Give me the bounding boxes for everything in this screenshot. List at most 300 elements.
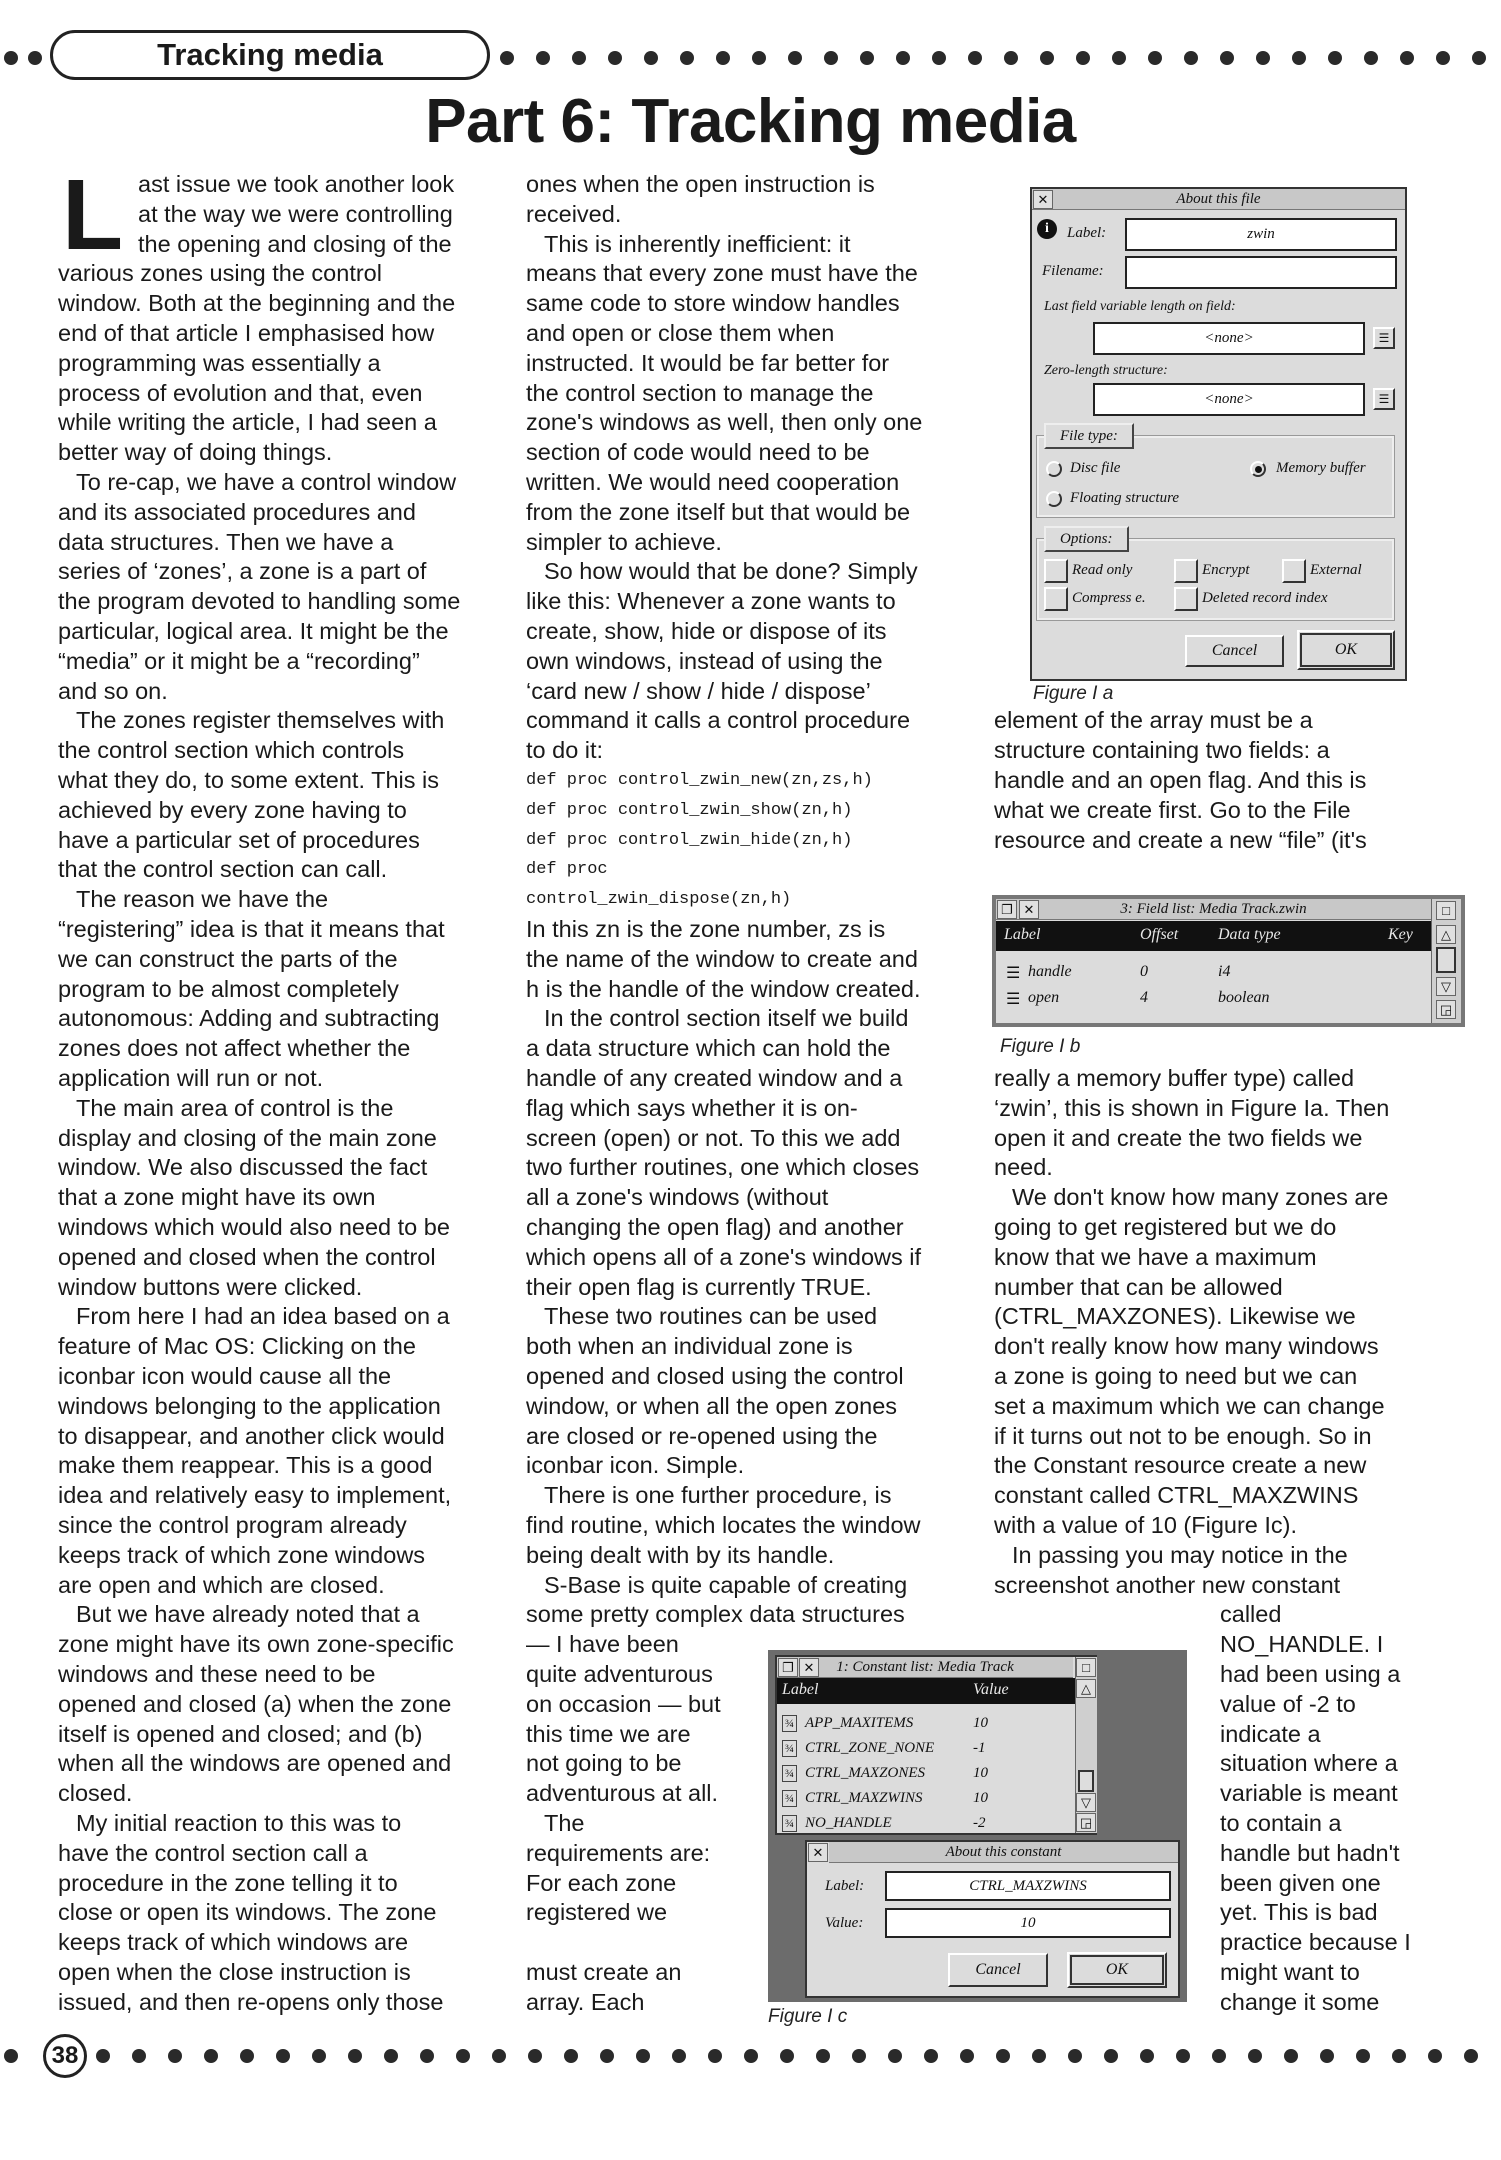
scroll-up-icon[interactable]: △: [1436, 925, 1456, 944]
label-field[interactable]: zwin: [1125, 218, 1397, 251]
decorative-dot: [1068, 2049, 1082, 2063]
radio-label: Memory buffer: [1276, 460, 1366, 476]
text-line: flag which says whether it is on-: [526, 1094, 858, 1121]
text-line: feature of Mac OS: Clicking on the: [58, 1333, 416, 1360]
text-line: since the control program already: [58, 1512, 407, 1538]
toggle-size-icon[interactable]: □: [1076, 1658, 1096, 1677]
scrollbar-thumb[interactable]: [1078, 1770, 1094, 1792]
decorative-dot: [1184, 51, 1198, 65]
column-header[interactable]: Key: [1388, 926, 1413, 943]
decorative-dot: [1364, 51, 1378, 65]
decorative-dot: [1040, 51, 1054, 65]
text-line: window buttons were clicked.: [58, 1273, 363, 1300]
text-line: structure containing two fields: a: [994, 737, 1330, 764]
text-line: indicate a: [1220, 1720, 1321, 1747]
text-line: My initial reaction to this was to: [76, 1810, 402, 1836]
window-title: 1: Constant list: Media Track: [836, 1659, 1014, 1675]
menu-popup-icon[interactable]: ☰: [1373, 327, 1395, 349]
decorative-dot: [1328, 51, 1342, 65]
close-icon[interactable]: ✕: [1033, 190, 1053, 209]
text-line: from the zone itself but that would be: [526, 498, 911, 525]
decorative-dot: [1356, 2049, 1370, 2063]
text-line: In this zn is the zone number, zs is: [526, 916, 886, 942]
checkbox-label: Read only: [1072, 562, 1133, 578]
about-this-constant-dialog: [805, 1840, 1180, 1998]
decorative-dot: [1004, 51, 1018, 65]
cell: handle: [1028, 963, 1072, 980]
decorative-dot: [420, 2049, 434, 2063]
table-row[interactable]: [996, 961, 1431, 987]
text-line: So how would that be done? Simply: [544, 558, 918, 585]
options-tab: Options:: [1044, 526, 1129, 552]
drop-cap: L: [62, 159, 124, 271]
text-line: opened and closed when the control: [58, 1243, 436, 1270]
text-line: We don't know how many zones are: [1012, 1184, 1389, 1211]
text-line: handle and an open flag. And this is: [994, 767, 1367, 793]
decorative-dot: [96, 2049, 110, 2063]
text-line: autonomous: Adding and subtracting: [58, 1005, 440, 1032]
text-line: open when the close instruction is: [58, 1959, 411, 1985]
text-line: this time we are: [526, 1720, 691, 1747]
figure-caption: Figure I b: [1000, 1036, 1081, 1057]
checkbox-encrypt[interactable]: [1174, 559, 1198, 583]
back-icon[interactable]: ❐: [997, 900, 1017, 919]
cell: 10: [973, 1765, 988, 1781]
text-line: a zone is going to need but we can: [994, 1363, 1358, 1389]
decorative-dot: [672, 2049, 686, 2063]
text-line: closed.: [58, 1780, 133, 1807]
decorative-dot: [752, 51, 766, 65]
text-line: have the control section call a: [58, 1839, 368, 1866]
text-line: and so on.: [58, 677, 168, 704]
text-line: window, or when all the open zones: [526, 1392, 898, 1419]
text-line: some pretty complex data structures: [526, 1601, 905, 1628]
value-field[interactable]: 10: [885, 1908, 1171, 1938]
text-line: procedure in the zone telling it to: [58, 1869, 398, 1896]
text-line: “registering” idea is that it means that: [58, 916, 445, 942]
text-line: screenshot another new constant: [994, 1571, 1341, 1598]
code-line: def proc control_zwin_new(zn,zs,h): [526, 771, 873, 790]
code-line: def proc control_zwin_hide(zn,h): [526, 830, 853, 850]
decorative-dot: [968, 51, 982, 65]
decorative-dot: [1248, 2049, 1262, 2063]
text-line: going to get registered but we do: [994, 1214, 1337, 1240]
text-line: make them reappear. This is a good: [58, 1452, 433, 1479]
text-line: number that can be allowed: [994, 1273, 1283, 1300]
text-line: the name of the window to create and: [526, 945, 918, 972]
text-line: the program devoted to handling some: [58, 588, 461, 615]
text-line: zone might have its own zone-specific: [58, 1631, 454, 1658]
text-line: The: [544, 1810, 585, 1836]
text-line: that a zone might have its own: [58, 1184, 376, 1211]
text-line: had been using a: [1220, 1661, 1401, 1687]
text-line: end of that article I emphasised how: [58, 320, 435, 346]
decorative-dot: [680, 51, 694, 65]
decorative-dot: [1220, 51, 1234, 65]
decorative-dot: [932, 51, 946, 65]
cell: 10: [973, 1715, 988, 1731]
decorative-dot: [384, 2049, 398, 2063]
cell: APP_MAXITEMS: [805, 1715, 914, 1731]
label-label: Label:: [825, 1878, 865, 1894]
decorative-dot: [456, 2049, 470, 2063]
text-line: if it turns out not to be enough. So in: [994, 1422, 1372, 1449]
text-line: idea and relatively easy to implement,: [58, 1482, 452, 1509]
text-line: yet. This is bad: [1220, 1899, 1378, 1926]
constant-icon: ¾: [782, 1790, 797, 1807]
checkbox-external[interactable]: [1282, 559, 1306, 583]
code-line: def proc control_zwin_show(zn,h): [526, 800, 853, 820]
cell: i4: [1218, 963, 1231, 980]
text-line: keeps track of which zone windows: [58, 1541, 426, 1568]
radio-memory-buffer[interactable]: [1250, 461, 1266, 477]
checkbox-read-only[interactable]: [1044, 559, 1068, 583]
text-line: two further routines, one which closes: [526, 1154, 920, 1181]
text-line: There is one further procedure, is: [544, 1482, 892, 1509]
text-line: resource and create a new “file” (it's: [994, 826, 1367, 853]
column-header[interactable]: Label: [1004, 926, 1041, 943]
text-line: the Constant resource create a new: [994, 1452, 1367, 1479]
text-line: adventurous at all.: [526, 1780, 719, 1807]
text-line: To re-cap, we have a control window: [76, 469, 457, 495]
cell: CTRL_MAXZONES: [805, 1765, 926, 1781]
text-line: ast issue we took another look: [138, 171, 455, 197]
text-line: array. Each: [526, 1988, 645, 2015]
column-header[interactable]: Data type: [1218, 926, 1281, 943]
text-line: display and closing of the main zone: [58, 1124, 437, 1151]
table-row[interactable]: [777, 1788, 1075, 1813]
decorative-dot: [28, 51, 42, 65]
text-line: The zones register themselves with: [76, 707, 445, 734]
text-line: have a particular set of procedures: [58, 826, 420, 853]
cell: open: [1028, 989, 1060, 1006]
last-field-input[interactable]: <none>: [1093, 322, 1365, 355]
text-line: means that every zone must have the: [526, 260, 918, 287]
text-line: must create an: [526, 1959, 682, 1985]
text-line: we can construct the parts of the: [58, 945, 398, 972]
table-row[interactable]: [777, 1713, 1075, 1738]
scrollbar[interactable]: [1075, 1657, 1097, 1833]
text-line: The reason we have the: [76, 886, 329, 913]
checkbox-compress[interactable]: [1044, 587, 1068, 611]
title-bar[interactable]: [1032, 189, 1405, 210]
cell: 10: [973, 1790, 988, 1806]
title-bar[interactable]: [829, 1842, 1178, 1863]
text-line: “media” or it might be a “recording”: [58, 647, 420, 674]
text-line: handle of any created window and a: [526, 1065, 903, 1091]
decorative-dot: [644, 51, 658, 65]
page-title: Part 6: Tracking media: [425, 87, 1076, 156]
figure-caption: Figure I c: [768, 2006, 848, 2027]
ok-button[interactable]: OK: [1297, 630, 1395, 670]
decorative-dot: [492, 2049, 506, 2063]
title-bar[interactable]: [996, 899, 1431, 920]
radio-label: Disc file: [1070, 460, 1121, 476]
info-icon: i: [1037, 219, 1057, 239]
text-line: and its associated procedures and: [58, 498, 416, 525]
cell: NO_HANDLE: [805, 1815, 892, 1831]
text-line: h is the handle of the window created.: [526, 975, 921, 1002]
text-line: window. Both at the beginning and the: [58, 290, 456, 317]
text-line: what we create first. Go to the File: [994, 796, 1351, 823]
decorative-dot: [960, 2049, 974, 2063]
menu-popup-icon[interactable]: ☰: [1373, 388, 1395, 410]
column-header[interactable]: Label: [782, 1681, 819, 1698]
text-line: windows and these need to be: [58, 1661, 376, 1687]
text-line: close or open its windows. The zone: [58, 1899, 437, 1926]
close-icon[interactable]: ✕: [799, 1658, 819, 1677]
text-line: variable is meant: [1220, 1780, 1398, 1807]
cell: -1: [973, 1740, 986, 1756]
table-row[interactable]: [777, 1763, 1075, 1788]
text-line: need.: [994, 1154, 1053, 1181]
text-line: open it and create the two fields we: [994, 1124, 1363, 1151]
decorative-dot: [132, 2049, 146, 2063]
decorative-dot: [348, 2049, 362, 2063]
decorative-dot: [572, 51, 586, 65]
decorative-dot: [600, 2049, 614, 2063]
text-line: For each zone: [526, 1869, 677, 1896]
text-line: set a maximum which we can change: [994, 1392, 1385, 1419]
text-line: that the control section can call.: [58, 856, 388, 883]
cell: boolean: [1218, 989, 1270, 1006]
scrollbar[interactable]: [1431, 899, 1461, 1023]
text-line: handle but hadn't: [1220, 1839, 1400, 1866]
text-line: instructed. It would be far better for: [526, 349, 890, 376]
text-line: better way of doing things.: [58, 439, 333, 466]
decorative-dot: [1104, 2049, 1118, 2063]
text-line: a data structure which can hold the: [526, 1035, 891, 1062]
text-line: find routine, which locates the window: [526, 1512, 921, 1538]
dialog-title: About this file: [1176, 191, 1261, 207]
text-line: series of ‘zones’, a zone is a part of: [58, 558, 427, 585]
text-line: written. We would need cooperation: [526, 469, 900, 495]
scrollbar-thumb[interactable]: [1436, 947, 1456, 973]
text-line: value of -2 to: [1220, 1690, 1356, 1717]
decorative-dot: [1032, 2049, 1046, 2063]
checkbox-label: Encrypt: [1202, 562, 1250, 578]
text-line: opened and closed (a) when the zone: [58, 1690, 452, 1717]
decorative-dot: [312, 2049, 326, 2063]
text-line: the control section to manage the: [526, 379, 874, 406]
text-line: — I have been: [526, 1631, 679, 1658]
text-line: what they do, to some extent. This is: [58, 767, 439, 793]
window-title: 3: Field list: Media Track.zwin: [1120, 901, 1307, 917]
text-line: at the way we were controlling: [138, 200, 453, 227]
text-line: This is inherently inefficient: it: [544, 230, 851, 257]
checkbox-label: Deleted record index: [1202, 590, 1328, 606]
close-icon[interactable]: ✕: [808, 1843, 828, 1862]
constant-icon: ¾: [782, 1715, 797, 1732]
text-line: ‘zwin’, this is shown in Figure Ia. Then: [994, 1094, 1390, 1121]
table-row[interactable]: [996, 987, 1431, 1013]
radio-label: Floating structure: [1070, 490, 1180, 506]
text-line: section of code would need to be: [526, 439, 870, 466]
decorative-dot: [1148, 51, 1162, 65]
decorative-dot: [708, 2049, 722, 2063]
checkbox-deleted-record-index[interactable]: [1174, 587, 1198, 611]
decorative-dot: [1320, 2049, 1334, 2063]
text-line: ones when the open instruction is: [526, 171, 875, 197]
text-line: own windows, instead of using the: [526, 647, 883, 674]
text-line: requirements are:: [526, 1839, 711, 1866]
resize-icon[interactable]: ◲: [1436, 1000, 1456, 1019]
zero-length-input[interactable]: <none>: [1093, 383, 1365, 416]
text-line: simpler to achieve.: [526, 528, 722, 555]
decorative-dot: [1212, 2049, 1226, 2063]
decorative-dot: [1140, 2049, 1154, 2063]
decorative-dot: [564, 2049, 578, 2063]
figure-caption: Figure I a: [1033, 683, 1114, 704]
scroll-up-icon[interactable]: △: [1076, 1679, 1096, 1698]
cell: 0: [1140, 963, 1148, 980]
decorative-dot: [636, 2049, 650, 2063]
text-line: practice because I: [1220, 1929, 1411, 1956]
cancel-button[interactable]: Cancel: [1185, 635, 1284, 667]
decorative-dot: [1292, 51, 1306, 65]
text-line: In passing you may notice in the: [1012, 1541, 1348, 1568]
text-line: iconbar icon would cause all the: [58, 1363, 392, 1389]
ok-button[interactable]: OK: [1067, 1952, 1167, 1988]
text-line: on occasion — but: [526, 1690, 721, 1717]
text-line: screen (open) or not. To this we add: [526, 1124, 901, 1151]
text-line: changing the open flag) and another: [526, 1214, 904, 1240]
table-row[interactable]: [777, 1813, 1075, 1838]
text-line: windows belonging to the application: [58, 1392, 441, 1419]
decorative-dot: [716, 51, 730, 65]
decorative-dot: [204, 2049, 218, 2063]
text-line: being dealt with by its handle.: [526, 1541, 835, 1568]
text-line: the opening and closing of the: [138, 230, 452, 257]
text-line: change it some: [1220, 1988, 1380, 2015]
text-line: command it calls a control procedure: [526, 707, 911, 734]
text-line: all a zone's windows (without: [526, 1184, 829, 1211]
text-line: received.: [526, 200, 622, 227]
text-line: to disappear, and another click would: [58, 1422, 445, 1449]
decorative-dot: [1176, 2049, 1190, 2063]
decorative-dot: [1284, 2049, 1298, 2063]
field-icon: ☰: [1006, 965, 1021, 982]
cell: -2: [973, 1815, 986, 1831]
value-label: Value:: [825, 1915, 864, 1931]
cancel-button[interactable]: Cancel: [948, 1953, 1048, 1987]
scroll-down-icon[interactable]: ▽: [1076, 1793, 1096, 1812]
toggle-size-icon[interactable]: □: [1436, 901, 1456, 920]
column-header[interactable]: Offset: [1140, 926, 1179, 943]
table-row[interactable]: [777, 1738, 1075, 1763]
decorative-dot: [1428, 2049, 1442, 2063]
text-line: situation where a: [1220, 1750, 1398, 1777]
text-line: opened and closed using the control: [526, 1363, 904, 1389]
text-line: to do it:: [526, 737, 604, 764]
decorative-dot: [824, 51, 838, 65]
text-line: From here I had an idea based on a: [76, 1303, 450, 1330]
text-line: The main area of control is the: [76, 1094, 394, 1121]
decorative-dot: [168, 2049, 182, 2063]
text-line: achieved by every zone having to: [58, 796, 407, 823]
decorative-dot: [500, 51, 514, 65]
text-line: same code to store window handles: [526, 290, 900, 317]
resize-icon[interactable]: ◲: [1076, 1813, 1096, 1832]
text-line: various zones using the control: [58, 260, 382, 287]
constant-icon: ¾: [782, 1815, 797, 1832]
close-icon[interactable]: ✕: [1019, 900, 1039, 919]
text-line: ‘card new / show / hide / dispose’: [526, 677, 871, 704]
text-line: keeps track of which windows are: [58, 1929, 409, 1956]
label-label: Label:: [1067, 225, 1107, 241]
constant-icon: ¾: [782, 1765, 797, 1782]
cell: CTRL_MAXZWINS: [805, 1790, 923, 1806]
radio-disc-file[interactable]: [1046, 461, 1062, 477]
text-line: the control section which controls: [58, 737, 405, 764]
decorative-dot: [924, 2049, 938, 2063]
text-line: know that we have a maximum: [994, 1243, 1317, 1270]
decorative-dot: [788, 51, 802, 65]
decorative-dot: [1392, 2049, 1406, 2063]
decorative-dot: [888, 2049, 902, 2063]
text-line: called: [1220, 1601, 1282, 1628]
text-line: which opens all of a zone's windows if: [526, 1243, 922, 1270]
column-header[interactable]: Value: [973, 1681, 1009, 1698]
text-line: quite adventurous: [526, 1661, 713, 1687]
decorative-dot: [744, 2049, 758, 2063]
text-line: really a memory buffer type) called: [994, 1065, 1355, 1091]
radio-floating-structure[interactable]: [1046, 491, 1062, 507]
decorative-dot: [780, 2049, 794, 2063]
text-line: not going to be: [526, 1750, 682, 1777]
text-line: itself is opened and closed; and (b): [58, 1720, 423, 1747]
scroll-down-icon[interactable]: ▽: [1436, 977, 1456, 996]
decorative-dot: [1400, 51, 1414, 65]
decorative-dot: [896, 51, 910, 65]
back-icon[interactable]: ❐: [778, 1658, 798, 1677]
table-header: [777, 1678, 1075, 1704]
text-line: create, show, hide or dispose of its: [526, 618, 887, 644]
about-this-file-dialog: [1030, 187, 1407, 681]
page-number: 38: [43, 2034, 87, 2078]
constant-icon: ¾: [782, 1740, 797, 1757]
filename-field[interactable]: [1125, 256, 1397, 289]
decorative-dot: [240, 2049, 254, 2063]
text-line: are closed or re-opened using the: [526, 1422, 878, 1449]
text-line: programming was essentially a: [58, 349, 381, 376]
text-line: don't really know how many windows: [994, 1333, 1379, 1360]
text-line: application will run or not.: [58, 1065, 324, 1091]
decorative-dot: [1464, 2049, 1478, 2063]
section-label: Tracking media: [50, 30, 490, 80]
text-line: zones does not affect whether the: [58, 1035, 411, 1062]
text-line: process of evolution and that, even: [58, 379, 423, 406]
file-type-tab: File type:: [1044, 423, 1134, 449]
last-field-label: Last field variable length on field:: [1044, 299, 1236, 314]
cell: 4: [1140, 989, 1148, 1006]
text-line: been given one: [1220, 1869, 1381, 1896]
text-line: program to be almost completely: [58, 975, 399, 1002]
text-line: windows which would also need to be: [58, 1214, 450, 1240]
text-line: might want to: [1220, 1959, 1360, 1985]
title-bar[interactable]: [777, 1657, 1073, 1678]
text-line: when all the windows are opened and: [58, 1750, 452, 1777]
field-list-window: [992, 895, 1465, 1027]
text-line: like this: Whenever a zone wants to: [526, 588, 896, 615]
cell: CTRL_ZONE_NONE: [805, 1740, 935, 1756]
text-line: These two routines can be used: [544, 1303, 878, 1330]
text-line: iconbar icon. Simple.: [526, 1452, 745, 1479]
decorative-dot: [4, 51, 18, 65]
decorative-dot: [1436, 51, 1450, 65]
label-field[interactable]: CTRL_MAXZWINS: [885, 1871, 1171, 1901]
checkbox-label: Compress e.: [1072, 590, 1146, 606]
